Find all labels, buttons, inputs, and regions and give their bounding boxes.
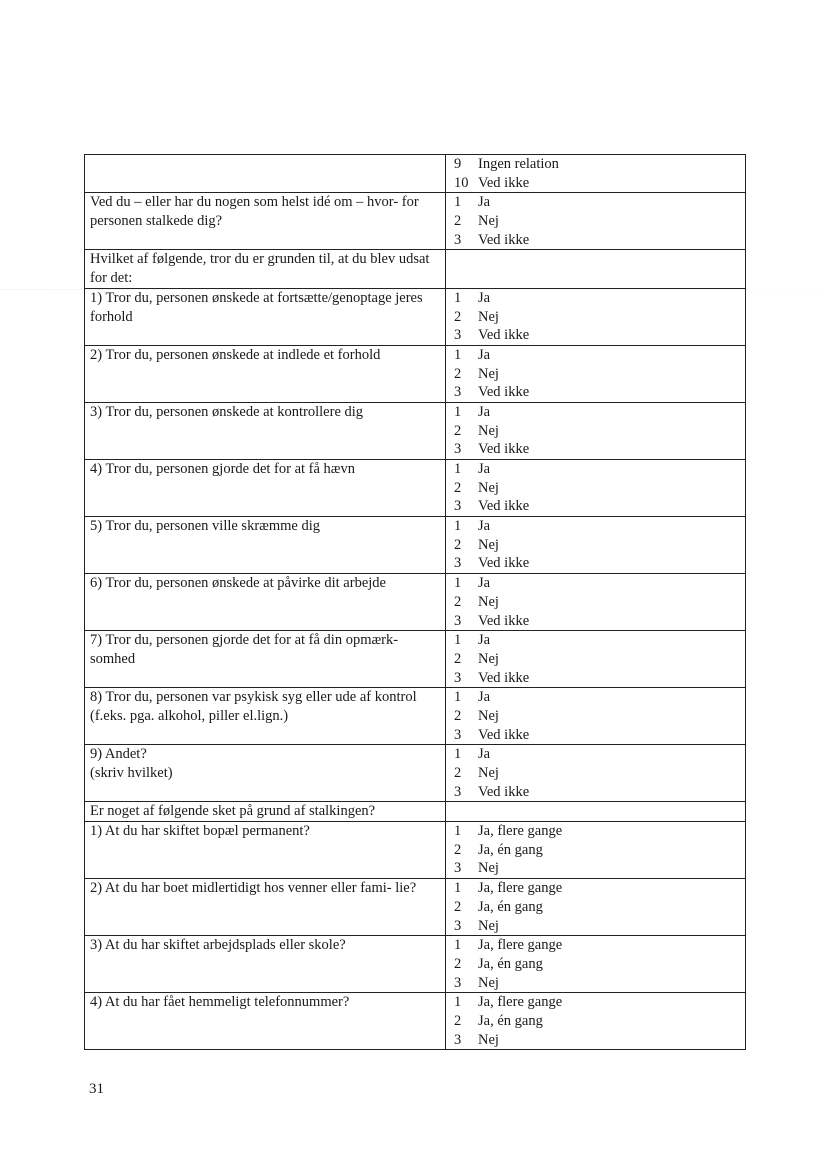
- option-code: 3: [454, 555, 462, 572]
- question-row: [85, 688, 746, 745]
- question-cell: [85, 517, 446, 574]
- answer-option: [451, 631, 741, 650]
- answer-option: [451, 612, 741, 631]
- option-label: Ved ikke: [478, 612, 530, 629]
- question-row: [85, 402, 746, 459]
- question-cell: [85, 288, 446, 345]
- option-label: Ja, én gang: [478, 1012, 543, 1029]
- answer-option: [451, 955, 741, 974]
- option-label: Ja, én gang: [478, 841, 543, 858]
- question-cell: [85, 402, 446, 459]
- option-code: 3: [454, 498, 462, 515]
- option-code: 2: [454, 650, 462, 667]
- option-label: Nej: [478, 365, 499, 382]
- option-label: Ja, flere gange: [478, 823, 563, 840]
- answer-option: [451, 517, 741, 536]
- answer-option: [451, 1031, 741, 1050]
- answer-options-cell: [446, 402, 746, 459]
- option-code: 2: [454, 422, 462, 439]
- answer-option: [451, 403, 741, 422]
- question-row: [85, 345, 746, 402]
- answer-option: [451, 365, 741, 384]
- answer-option: [451, 974, 741, 993]
- option-code: 1: [454, 937, 462, 954]
- option-code: 10: [454, 174, 469, 191]
- answer-option: [451, 212, 741, 231]
- option-label: Ja: [478, 194, 491, 211]
- option-code: 2: [454, 308, 462, 325]
- option-label: Ja, én gang: [478, 955, 543, 972]
- option-code: 2: [454, 765, 462, 782]
- option-label: Ved ikke: [478, 231, 530, 248]
- option-label: Ingen relation: [478, 156, 559, 172]
- option-code: 3: [454, 1031, 462, 1048]
- answer-option: [451, 174, 741, 193]
- option-label: Ved ikke: [478, 669, 530, 686]
- option-label: Ved ikke: [478, 555, 530, 572]
- question-text: Ved du – eller har du nogen som helst idé om – hvor- for personen stalkede dig?: [90, 194, 419, 230]
- option-label: Ja: [478, 403, 491, 420]
- option-label: Ja: [478, 346, 491, 363]
- questionnaire-table: [84, 154, 746, 1050]
- question-cell: [85, 193, 446, 250]
- answer-options-cell: [446, 879, 746, 936]
- answer-option: [451, 574, 741, 593]
- option-label: Ja, flere gange: [478, 937, 563, 954]
- option-label: Nej: [478, 536, 499, 553]
- option-label: Ved ikke: [478, 441, 530, 458]
- question-cell: [85, 802, 446, 822]
- option-code: 1: [454, 461, 462, 478]
- question-row: [85, 250, 746, 288]
- option-code: 1: [454, 575, 462, 592]
- option-code: 2: [454, 898, 462, 915]
- option-label: Ja: [478, 632, 491, 649]
- answer-option: [451, 554, 741, 573]
- option-label: Nej: [478, 650, 499, 667]
- answer-option: [451, 917, 741, 936]
- option-code: 3: [454, 231, 462, 248]
- answer-option: [451, 936, 741, 955]
- answer-options-cell: [446, 345, 746, 402]
- question-row: [85, 193, 746, 250]
- answer-option: [451, 497, 741, 516]
- answer-option: [451, 726, 741, 745]
- option-label: Nej: [478, 422, 499, 439]
- option-code: 1: [454, 289, 462, 306]
- option-code: 1: [454, 518, 462, 535]
- option-code: 9: [454, 156, 462, 172]
- question-text: Er noget af følgende sket på grund af stalkingen?: [90, 803, 376, 820]
- question-row: [85, 936, 746, 993]
- question-cell: [85, 822, 446, 879]
- answer-options-cell: [446, 288, 746, 345]
- answer-option: [451, 688, 741, 707]
- question-row: [85, 631, 746, 688]
- option-code: 3: [454, 726, 462, 743]
- option-label: Ja: [478, 575, 491, 592]
- question-text: 3) At du har skiftet arbejdsplads eller skole?: [90, 937, 346, 954]
- option-label: Nej: [478, 593, 499, 610]
- option-label: Nej: [478, 974, 499, 991]
- answer-option: [451, 231, 741, 250]
- answer-option: [451, 745, 741, 764]
- question-row: [85, 460, 746, 517]
- answer-option: [451, 764, 741, 783]
- answer-option: [451, 479, 741, 498]
- option-code: 2: [454, 841, 462, 858]
- question-text: 1) At du har skiftet bopæl permanent?: [90, 823, 310, 840]
- answer-options-cell: [446, 631, 746, 688]
- option-label: Nej: [478, 308, 499, 325]
- answer-options-cell: [446, 250, 746, 288]
- option-code: 1: [454, 346, 462, 363]
- answer-options-cell: [446, 460, 746, 517]
- answer-options-cell: [446, 688, 746, 745]
- option-code: 1: [454, 689, 462, 706]
- question-cell: [85, 993, 446, 1050]
- answer-options-cell: [446, 193, 746, 250]
- question-row: [85, 745, 746, 802]
- answer-option: [451, 422, 741, 441]
- question-cell: [85, 345, 446, 402]
- answer-option: [451, 993, 741, 1012]
- option-label: Ja: [478, 689, 491, 706]
- option-code: 2: [454, 707, 462, 724]
- option-label: Ja: [478, 746, 491, 763]
- question-row: [85, 288, 746, 345]
- question-row: [85, 822, 746, 879]
- option-code: 2: [454, 365, 462, 382]
- answer-option: [451, 879, 741, 898]
- answer-options-cell: [446, 993, 746, 1050]
- option-label: Nej: [478, 765, 499, 782]
- question-text: 4) Tror du, personen gjorde det for at få hævn: [90, 461, 355, 478]
- option-code: 3: [454, 860, 462, 877]
- answer-option: [451, 346, 741, 365]
- question-cell: [85, 631, 446, 688]
- option-code: 1: [454, 994, 462, 1011]
- option-code: 1: [454, 880, 462, 897]
- option-label: Nej: [478, 860, 499, 877]
- option-label: Ved ikke: [478, 327, 530, 344]
- question-text: 7) Tror du, personen gjorde det for at få din opmærk- somhed: [90, 632, 399, 667]
- question-text: Hvilket af følgende, tror du er grunden til, at du blev udsat for det:: [90, 251, 430, 287]
- option-code: 1: [454, 746, 462, 763]
- answer-option: [451, 289, 741, 308]
- question-row: [85, 574, 746, 631]
- answer-options-cell: [446, 745, 746, 802]
- option-label: Ved ikke: [478, 174, 530, 191]
- option-label: Ved ikke: [478, 783, 530, 800]
- question-cell: [85, 155, 446, 193]
- option-code: 3: [454, 384, 462, 401]
- question-cell: [85, 745, 446, 802]
- question-row: [85, 802, 746, 822]
- option-code: 2: [454, 1012, 462, 1029]
- question-text: 1) Tror du, personen ønskede at fortsætte/genoptage jeres forhold: [90, 289, 423, 325]
- option-code: 1: [454, 823, 462, 840]
- answer-option: [451, 460, 741, 479]
- answer-option: [451, 440, 741, 459]
- answer-option: [451, 593, 741, 612]
- answer-option: [451, 308, 741, 327]
- answer-option: [451, 326, 741, 345]
- option-label: Nej: [478, 213, 499, 230]
- question-cell: [85, 574, 446, 631]
- option-label: Ved ikke: [478, 498, 530, 515]
- question-text: 5) Tror du, personen ville skræmme dig: [90, 518, 320, 535]
- answer-options-cell: [446, 155, 746, 193]
- answer-option: [451, 536, 741, 555]
- option-code: 2: [454, 536, 462, 553]
- answer-options-cell: [446, 574, 746, 631]
- question-cell: [85, 688, 446, 745]
- option-label: Nej: [478, 1031, 499, 1048]
- question-text: 4) At du har fået hemmeligt telefonnummer?: [90, 994, 350, 1011]
- answer-option: [451, 1012, 741, 1031]
- option-code: 3: [454, 669, 462, 686]
- option-code: 3: [454, 783, 462, 800]
- option-code: 3: [454, 327, 462, 344]
- answer-options-cell: [446, 822, 746, 879]
- answer-option: [451, 898, 741, 917]
- question-row: [85, 879, 746, 936]
- question-text: 6) Tror du, personen ønskede at påvirke dit arbejde: [90, 575, 386, 592]
- option-label: Ja: [478, 461, 491, 478]
- answer-option: [451, 822, 741, 841]
- option-label: Ja: [478, 289, 491, 306]
- question-text: 9) Andet? (skriv hvilket): [90, 746, 173, 782]
- option-label: Ja, flere gange: [478, 880, 563, 897]
- question-row: [85, 155, 746, 193]
- option-label: Ja, én gang: [478, 898, 543, 915]
- option-code: 1: [454, 194, 462, 211]
- question-text: 2) At du har boet midlertidigt hos venner eller fami- lie?: [90, 880, 417, 897]
- option-label: Ja, flere gange: [478, 994, 563, 1011]
- answer-option: [451, 707, 741, 726]
- question-text: 3) Tror du, personen ønskede at kontrollere dig: [90, 403, 364, 420]
- answer-option: [451, 155, 741, 174]
- question-row: [85, 993, 746, 1050]
- question-text: 2) Tror du, personen ønskede at indlede et forhold: [90, 346, 381, 363]
- option-label: Nej: [478, 917, 499, 934]
- page-number: 31: [89, 1081, 104, 1097]
- answer-option: [451, 669, 741, 688]
- question-cell: [85, 460, 446, 517]
- option-label: Nej: [478, 707, 499, 724]
- answer-option: [451, 841, 741, 860]
- option-label: Nej: [478, 479, 499, 496]
- option-code: 2: [454, 479, 462, 496]
- answer-option: [451, 650, 741, 669]
- answer-option: [451, 859, 741, 878]
- option-label: Ved ikke: [478, 384, 530, 401]
- option-code: 2: [454, 213, 462, 230]
- answer-options-cell: [446, 517, 746, 574]
- option-code: 1: [454, 632, 462, 649]
- answer-option: [451, 783, 741, 802]
- question-text: 8) Tror du, personen var psykisk syg eller ude af kontrol (f.eks. pga. alkohol, piller el.lign.): [90, 689, 417, 724]
- answer-option: [451, 193, 741, 212]
- question-row: [85, 517, 746, 574]
- option-code: 3: [454, 974, 462, 991]
- answer-options-cell: [446, 936, 746, 993]
- question-cell: [85, 879, 446, 936]
- option-code: 1: [454, 403, 462, 420]
- option-code: 3: [454, 612, 462, 629]
- option-label: Ja: [478, 518, 491, 535]
- option-code: 3: [454, 917, 462, 934]
- option-code: 2: [454, 955, 462, 972]
- answer-options-cell: [446, 802, 746, 822]
- option-code: 3: [454, 441, 462, 458]
- question-cell: [85, 250, 446, 288]
- question-cell: [85, 936, 446, 993]
- option-label: Ved ikke: [478, 726, 530, 743]
- answer-option: [451, 383, 741, 402]
- option-code: 2: [454, 593, 462, 610]
